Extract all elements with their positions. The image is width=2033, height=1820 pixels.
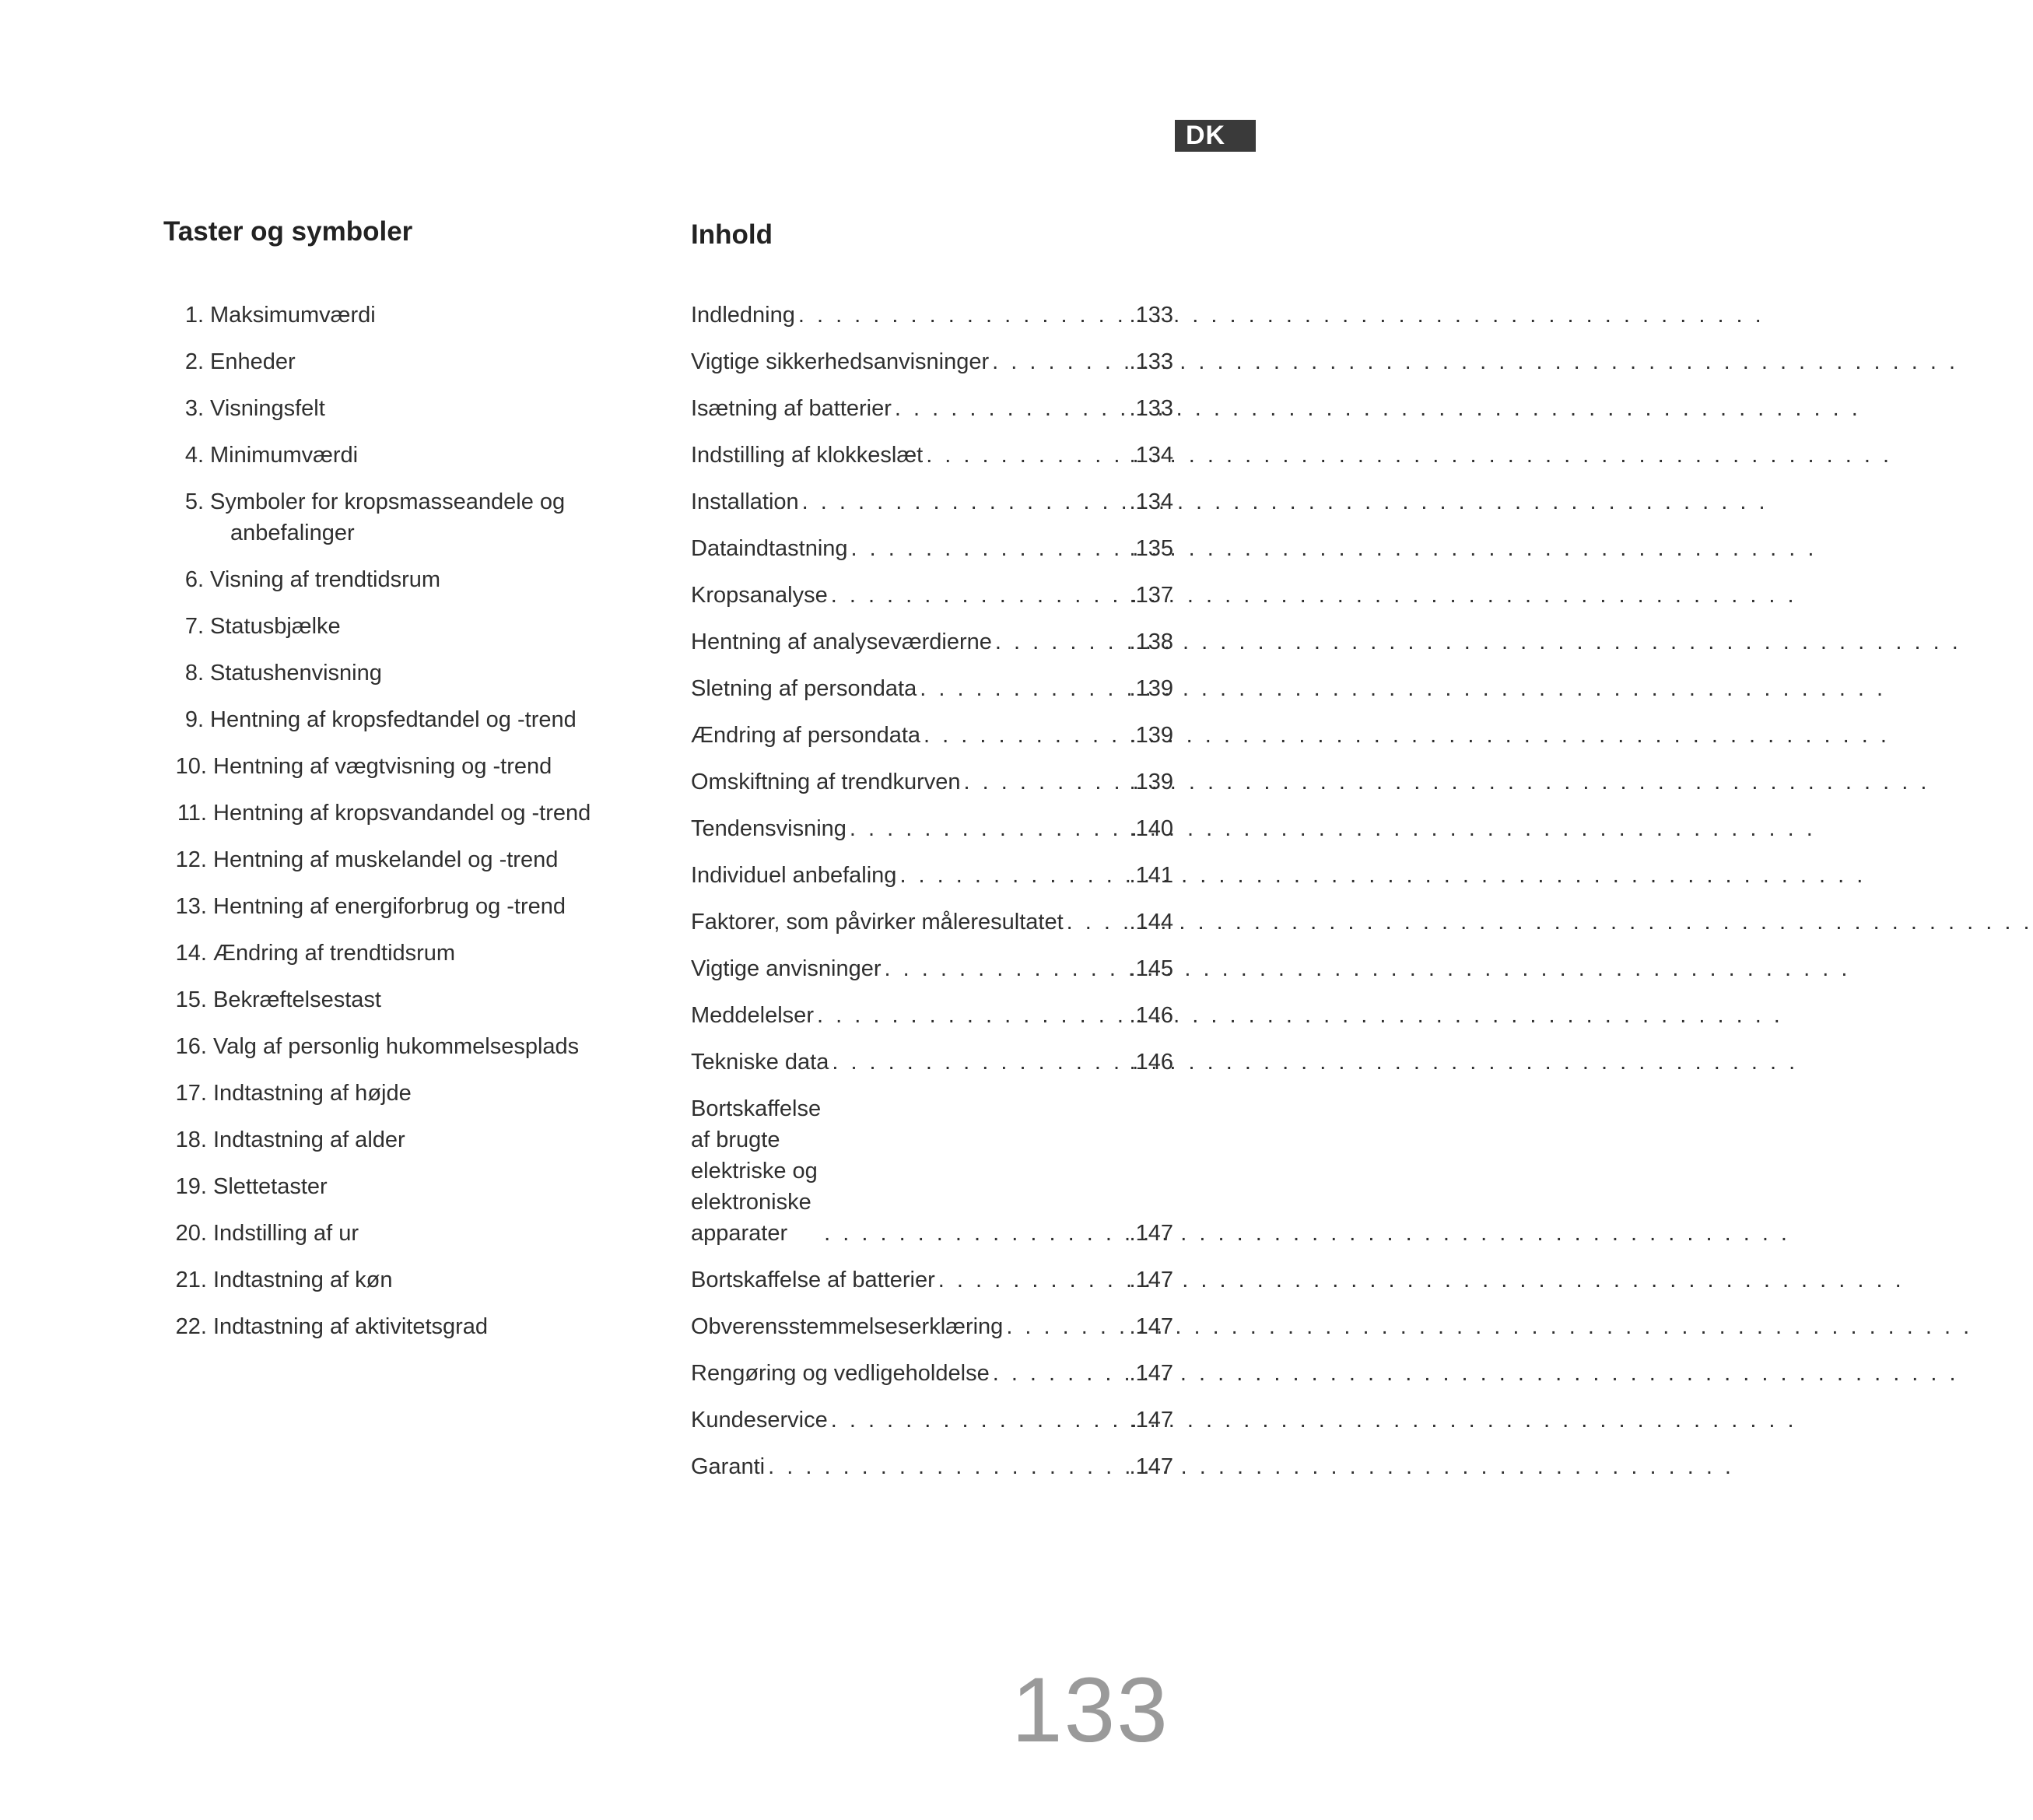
toc-leader-dots [802, 486, 1127, 517]
toc-entry [691, 1404, 1173, 1436]
toc-entry [691, 720, 1173, 751]
list-item [163, 1171, 615, 1202]
toc-entry [691, 766, 1173, 798]
toc-leader-dots [832, 1047, 1126, 1078]
item-number: 15. [175, 987, 207, 1012]
toc-page-number: .133 [1129, 349, 1173, 374]
toc-entry [691, 1311, 1173, 1342]
item-label-continued: anbefalinger [230, 521, 355, 545]
toc-title: Rengøring og vedligeholdelse [691, 1361, 990, 1386]
item-label: Hentning af kropsfedtandel og -trend [210, 707, 577, 732]
toc-page-number: .140 [1129, 816, 1173, 841]
item-label: Hentning af muskelandel og -trend [213, 847, 559, 872]
list-item [163, 798, 615, 829]
toc-page-number: .134 [1129, 489, 1173, 514]
toc-title: Vigtige sikkerhedsanvisninger [691, 349, 990, 374]
item-label: Hentning af vægtvisning og -trend [213, 754, 552, 779]
list-item [163, 346, 615, 377]
toc-entry [691, 346, 1173, 377]
toc-page-number: .147 [1129, 1268, 1173, 1292]
item-label: Visningsfelt [210, 396, 325, 421]
toc-page-number: .138 [1129, 629, 1173, 654]
item-number: 19. [175, 1174, 207, 1199]
contents-heading: Inhold [691, 219, 773, 250]
toc-entry [691, 533, 1173, 564]
toc-entry [691, 1047, 1173, 1078]
list-item [163, 1078, 615, 1109]
item-number: 1. [184, 303, 204, 328]
toc-page-number: .146 [1129, 1003, 1173, 1028]
item-number: 8. [184, 661, 204, 686]
toc-title: Vigtige anvisninger [691, 956, 882, 981]
list-item [163, 704, 615, 735]
toc-page-number: .137 [1129, 583, 1173, 608]
toc-entry [691, 860, 1173, 891]
keys-symbols-heading: Taster og symboler [163, 216, 413, 247]
item-label: Indtastning af køn [213, 1268, 393, 1292]
item-number: 9. [184, 707, 204, 732]
item-number: 20. [175, 1221, 207, 1246]
toc-title: Tekniske data [691, 1050, 829, 1075]
toc-leader-dots [899, 860, 1126, 891]
item-label: Bekræftelsestast [213, 987, 381, 1012]
item-label: Ændring af trendtidsrum [213, 941, 456, 966]
toc-leader-dots [817, 1000, 1127, 1031]
toc-leader-dots [768, 1451, 1126, 1482]
toc-page-number: .147 [1129, 1454, 1173, 1479]
toc-page-number: .133 [1129, 303, 1173, 328]
item-label: Maksimumværdi [210, 303, 376, 328]
toc-entry [691, 486, 1173, 517]
toc-page-number: .141 [1129, 863, 1173, 888]
toc-leader-dots [964, 766, 1127, 798]
toc-title: Obverensstemmelseserklæring [691, 1314, 1004, 1339]
toc-leader-dots [851, 533, 1127, 564]
toc-entry [691, 906, 1173, 938]
list-item [163, 611, 615, 642]
toc-entry [691, 626, 1173, 658]
list-item [163, 658, 615, 689]
toc-leader-dots [831, 1404, 1127, 1436]
keys-symbols-list [163, 300, 615, 1358]
toc-page-number: .139 [1129, 770, 1173, 794]
toc-leader-dots [1067, 906, 1127, 938]
item-label: Visning af trendtidsrum [210, 567, 441, 592]
toc-leader-dots [831, 580, 1127, 611]
toc-title-line2: elektriske og elektroniske apparater [691, 1159, 818, 1246]
toc-title: Omskiftning af trendkurven [691, 770, 961, 794]
list-item [163, 440, 615, 471]
toc-page-number: .139 [1129, 723, 1173, 748]
item-label: Statushenvisning [210, 661, 382, 686]
toc-leader-dots [995, 626, 1127, 658]
list-item [163, 1311, 615, 1342]
toc-entry [691, 393, 1173, 424]
list-item [163, 844, 615, 875]
toc-title: Meddelelser [691, 1003, 814, 1028]
item-label: Hentning af kropsvandandel og -trend [213, 801, 591, 826]
toc-leader-dots [920, 673, 1126, 704]
toc-entry [691, 1451, 1173, 1482]
item-number: 21. [175, 1268, 207, 1292]
item-number: 2. [184, 349, 204, 374]
item-number: 4. [184, 443, 204, 468]
toc-leader-dots [926, 440, 1126, 471]
toc-page-number: .134 [1129, 443, 1173, 468]
toc-leader-dots [993, 1358, 1127, 1389]
toc-leader-dots [885, 953, 1127, 984]
toc-entry [691, 1264, 1173, 1296]
list-item [163, 1218, 615, 1249]
list-item [163, 1031, 615, 1062]
toc-page-number: .135 [1129, 536, 1173, 561]
toc-page-number: .147 [1129, 1314, 1173, 1339]
toc-page-number: .147 [1129, 1408, 1173, 1433]
item-label: Minimumværdi [210, 443, 359, 468]
item-number: 6. [184, 567, 204, 592]
toc-title: Faktorer, som påvirker måleresultatet [691, 910, 1064, 935]
item-label: Valg af personlig hukommelsesplads [213, 1034, 580, 1059]
toc-title: Indledning [691, 303, 795, 328]
toc-title: Bortskaffelse af brugte [691, 1096, 822, 1152]
toc-title: Indstilling af klokkeslæt [691, 443, 924, 468]
item-number: 10. [175, 754, 207, 779]
item-number: 22. [175, 1314, 207, 1339]
toc-leader-dots [1006, 1311, 1126, 1342]
item-number: 12. [175, 847, 207, 872]
page-number: 133 [1011, 1659, 1169, 1762]
toc-entry [691, 580, 1173, 611]
item-number: 5. [184, 489, 204, 514]
toc-leader-dots [924, 720, 1127, 751]
item-number: 7. [184, 614, 204, 639]
toc-title: Ændring af persondata [691, 723, 921, 748]
item-label: Symboler for kropsmasseandele og [210, 489, 566, 514]
toc-title: Dataindtastning [691, 536, 848, 561]
toc-page-number: .133 [1129, 396, 1173, 421]
item-label: Indstilling af ur [213, 1221, 359, 1246]
toc-title: Bortskaffelse af batterier [691, 1268, 935, 1292]
toc-entry [691, 300, 1173, 331]
toc-title: Sletning af persondata [691, 676, 917, 701]
toc-page-number: .147 [1129, 1221, 1173, 1246]
item-number: 16. [175, 1034, 207, 1059]
list-item [163, 891, 615, 922]
toc-page-number: .144 [1129, 910, 1173, 935]
toc-title: Kropsanalyse [691, 583, 828, 608]
toc-page-number: .139 [1129, 676, 1173, 701]
item-number: 3. [184, 396, 204, 421]
toc-entry [691, 440, 1173, 471]
list-item [163, 938, 615, 969]
item-label: Slettetaster [213, 1174, 328, 1199]
item-number: 17. [175, 1081, 207, 1106]
item-number: 13. [175, 894, 207, 919]
toc-title: Garanti [691, 1454, 766, 1479]
item-label: Hentning af energiforbrug og -trend [213, 894, 566, 919]
toc-entry [691, 673, 1173, 704]
item-number: 18. [175, 1127, 207, 1152]
list-item [163, 1124, 615, 1155]
table-of-contents [691, 300, 1173, 1498]
item-label: Indtastning af højde [213, 1081, 412, 1106]
toc-title: Installation [691, 489, 799, 514]
item-number: 14. [175, 941, 207, 966]
toc-leader-dots [850, 813, 1127, 844]
item-label-wrap [210, 486, 615, 549]
toc-title: Individuel anbefaling [691, 863, 897, 888]
toc-page-number: .146 [1129, 1050, 1173, 1075]
toc-entry [691, 953, 1173, 984]
toc-title: Hentning af analyseværdierne [691, 629, 992, 654]
toc-title: Isætning af batterier [691, 396, 892, 421]
list-item [163, 300, 615, 331]
item-label: Statusbjælke [210, 614, 341, 639]
item-label: Enheder [210, 349, 296, 374]
toc-leader-dots [938, 1264, 1127, 1296]
list-item [163, 1264, 615, 1296]
item-label: Indtastning af alder [213, 1127, 405, 1152]
item-number: 11. [177, 801, 207, 826]
toc-page-number: .145 [1129, 956, 1173, 981]
toc-title: Tendensvisning [691, 816, 846, 841]
language-badge: DK [1175, 120, 1256, 152]
list-item [163, 564, 615, 595]
toc-leader-dots [895, 393, 1127, 424]
list-item [163, 486, 615, 549]
toc-leader-dots [992, 346, 1126, 377]
toc-entry [691, 813, 1173, 844]
toc-entry [691, 1358, 1173, 1389]
list-item [163, 393, 615, 424]
list-item [163, 984, 615, 1015]
item-label: Indtastning af aktivitetsgrad [213, 1314, 489, 1339]
toc-entry [691, 1000, 1173, 1031]
list-item [163, 751, 615, 782]
toc-title: Kundeservice [691, 1408, 828, 1433]
toc-title-wrap [691, 1093, 821, 1249]
toc-leader-dots [824, 1218, 1126, 1249]
toc-entry [691, 1093, 1173, 1249]
toc-leader-dots [798, 300, 1127, 331]
toc-page-number: .147 [1129, 1361, 1173, 1386]
